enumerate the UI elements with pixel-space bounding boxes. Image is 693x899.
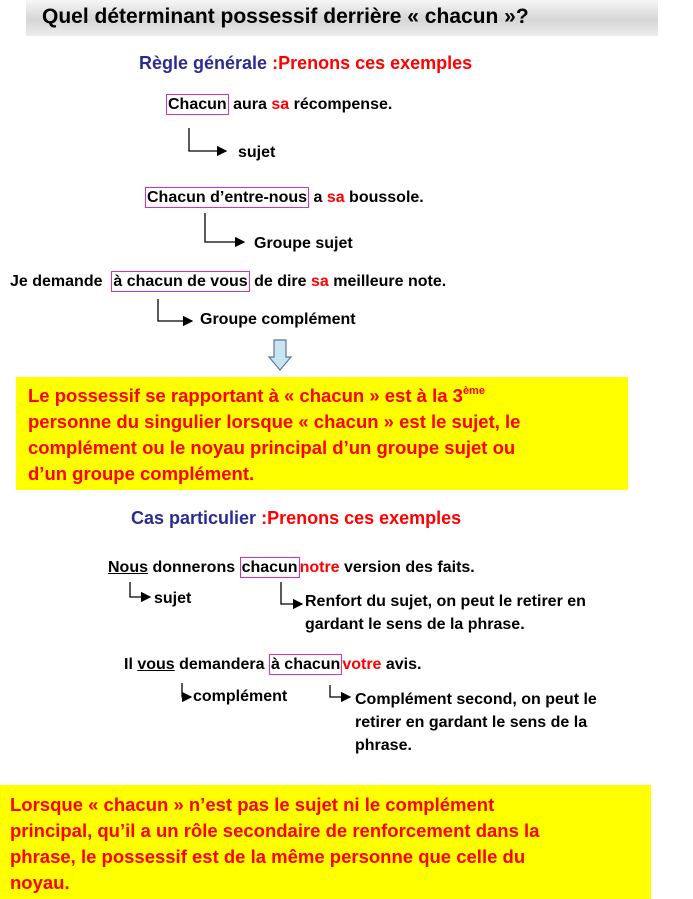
example-3-boxed: à chacun de vous: [113, 273, 248, 290]
cas-example-2-role-2-line-2: retirer en gardant le sens de la: [355, 714, 588, 731]
rule-1-box: [16, 377, 628, 490]
example-1-role: sujet: [238, 144, 276, 161]
example-2-end: boussole.: [344, 189, 424, 206]
example-3-role: Groupe complément: [200, 311, 356, 328]
cas-example-1-mid: donnerons: [148, 559, 240, 576]
arrow-cas-2b: [330, 685, 350, 697]
cas-example-2-pre: Il: [124, 656, 138, 673]
cas-example-2-role-1: complément: [193, 688, 288, 705]
arrow-example-3: [158, 299, 192, 321]
page-title: Quel déterminant possessif derrière « chacun »?: [42, 5, 529, 28]
cas-example-1-end: version des faits.: [339, 559, 475, 576]
example-1-boxed: Chacun: [168, 96, 227, 113]
rule-1-line-1: Le possessif se rapportant à « chacun » est à la 3: [28, 385, 463, 406]
rule-2-line-1: Lorsque « chacun » n’est pas le sujet ni le complément: [10, 794, 495, 815]
cas-example-2-role-2-line-3: phrase.: [355, 737, 412, 754]
cas-example-1-possessive: notre: [299, 559, 340, 576]
arrow-cas-2a: [182, 683, 191, 697]
down-arrow-icon: [269, 340, 291, 370]
example-2-mid: a: [309, 189, 327, 206]
rule-2-line-3: phrase, le possessif est de la même personne que celle du: [10, 846, 526, 867]
cas-example-2-possessive: votre: [342, 656, 382, 673]
cas-example-2-role-2: [355, 688, 675, 757]
cas-example-1-role-2-line-1: Renfort du sujet, on peut le retirer en: [305, 593, 586, 610]
example-1-mid: aura: [228, 96, 272, 113]
example-2-boxed: Chacun d’entre-nous: [147, 189, 308, 206]
example-1-possessive: sa: [271, 96, 290, 113]
example-2-role: Groupe sujet: [254, 235, 353, 252]
regle-generale-label: Règle générale: [139, 53, 268, 73]
cas-example-1-sentence: [108, 559, 475, 577]
rule-1-line-2: personne du singulier lorsque « chacun » est le sujet, le: [28, 411, 521, 432]
example-3-end: meilleure note.: [328, 273, 447, 290]
arrow-example-1: [189, 128, 226, 151]
cas-example-2-role-2-line-1: Complément second, on peut le: [355, 691, 597, 708]
rule-2-line-4: noyau.: [10, 872, 70, 893]
rule-1-line-4: d’un groupe complément.: [28, 463, 255, 484]
cas-example-1-boxed: chacun: [241, 559, 298, 576]
cas-example-2-underlined: vous: [137, 656, 175, 673]
example-2-possessive: sa: [326, 189, 345, 206]
example-3-mid: de dire: [249, 273, 311, 290]
arrow-cas-1a: [130, 582, 150, 597]
cas-particulier-sub: :Prenons ces exemples: [261, 508, 462, 528]
cas-particulier-label: Cas particulier: [131, 508, 257, 528]
cas-example-2-mid: demandera: [174, 656, 269, 673]
cas-example-1-underlined: Nous: [108, 559, 148, 576]
regle-generale-sub: :Prenons ces exemples: [272, 53, 473, 73]
arrow-cas-1b: [281, 582, 302, 604]
cas-particulier-heading: [131, 508, 461, 529]
rule-1-line-3: complément ou le noyau principal d’un groupe sujet ou: [28, 437, 516, 458]
cas-example-2-sentence: [124, 656, 421, 674]
rule-2-line-2: principal, qu’il a un rôle secondaire de renforcement dans la: [10, 820, 540, 841]
cas-example-1-role-2: [305, 590, 665, 636]
rule-1-superscript: ème: [462, 384, 485, 397]
example-3-pre: Je demande: [10, 273, 112, 290]
cas-example-1-role-1: sujet: [154, 590, 192, 607]
example-1-end: récompense.: [289, 96, 393, 113]
example-3-possessive: sa: [311, 273, 329, 290]
cas-example-1-role-2-line-2: gardant le sens de la phrase.: [305, 616, 525, 633]
cas-example-2-end: avis.: [381, 656, 422, 673]
rule-2-box: [0, 785, 651, 899]
cas-example-2-boxed: à chacun: [270, 656, 341, 673]
arrow-example-2: [205, 213, 244, 242]
